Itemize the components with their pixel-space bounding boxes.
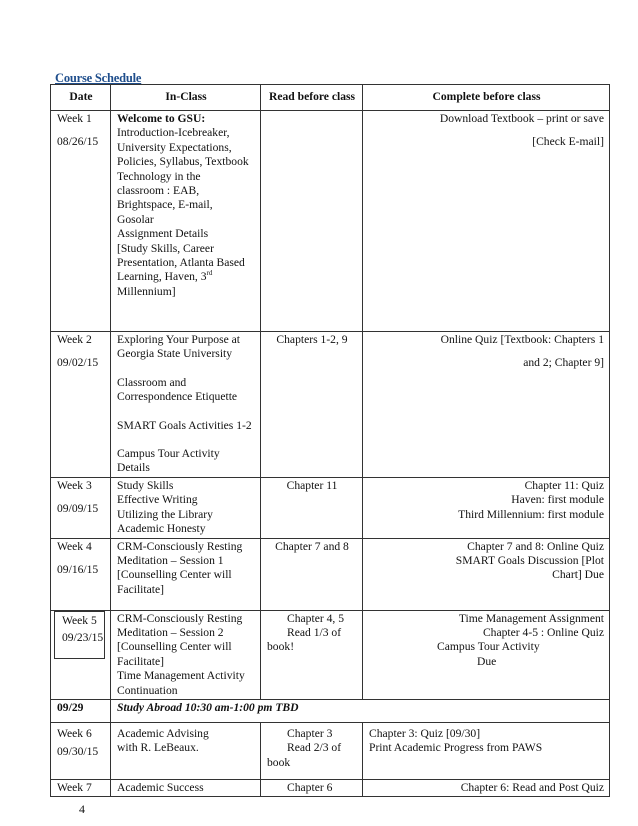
- in-class-line: Effective Writing: [117, 493, 198, 507]
- in-class-cell: [111, 111, 261, 332]
- schedule-table: [50, 84, 610, 797]
- in-class-line: CRM-Consciously Resting: [117, 611, 243, 625]
- complete-cell: [363, 780, 610, 797]
- in-class-line: Presentation, Atlanta Based: [117, 256, 245, 270]
- in-class-line: SMART Goals Activities 1-2: [117, 418, 252, 432]
- date-cell: [51, 111, 111, 332]
- complete-line: Third Millennium: first module: [458, 507, 604, 521]
- read-cell: [261, 332, 363, 478]
- complete-line: Chapter 11: Quiz: [524, 479, 604, 492]
- date-cell: [51, 332, 111, 478]
- week-label: Week 3: [57, 479, 92, 492]
- complete-line: Time Management Assignment: [458, 611, 604, 625]
- in-class-line: [Study Skills, Career: [117, 241, 214, 255]
- table-row: [51, 538, 610, 610]
- in-class-line: Academic Success: [117, 781, 204, 795]
- read-line: Chapters 1-2, 9: [276, 333, 348, 346]
- in-class-line: Classroom and: [117, 375, 187, 389]
- in-class-line: Millennium]: [117, 284, 176, 298]
- page-number: 4: [79, 802, 85, 816]
- in-class-line: Continuation: [117, 683, 178, 697]
- read-cell: [261, 780, 363, 797]
- table-row: [51, 332, 610, 478]
- in-class-line: [Counselling Center will: [117, 568, 232, 582]
- week-label: Week 7: [57, 781, 92, 795]
- complete-cell: [363, 332, 610, 478]
- table-header-row: [51, 85, 610, 111]
- in-class-line: Correspondence Etiquette: [117, 390, 238, 404]
- in-class-cell: [111, 332, 261, 478]
- in-class-line: Technology in the: [117, 169, 201, 183]
- in-class-line: classroom : EAB,: [117, 184, 200, 198]
- week-label: Week 4: [57, 539, 92, 553]
- read-line: Chapter 6: [287, 781, 333, 795]
- week-label: Week 6: [57, 727, 92, 741]
- complete-cell: [363, 111, 610, 332]
- read-line: Read 1/3 of: [287, 626, 342, 640]
- in-class-line: Policies, Syllabus, Textbook: [117, 155, 249, 169]
- complete-cell: [363, 478, 610, 539]
- date-cell: [51, 723, 111, 780]
- in-class-line: Introduction-Icebreaker,: [117, 126, 230, 140]
- in-class-line: [Counselling Center will: [117, 640, 232, 654]
- complete-line: Chapter 6: Read and Post Quiz: [460, 781, 604, 795]
- section-title: Course Schedule: [55, 71, 142, 85]
- complete-line: and 2; Chapter 9]: [523, 356, 604, 370]
- in-class-line: Brightspace, E-mail,: [117, 198, 213, 212]
- date-label: 09/09/15: [57, 502, 99, 516]
- complete-line: Chart] Due: [552, 568, 604, 582]
- in-class-title: Welcome to GSU:: [117, 112, 206, 125]
- event-date: 09/29: [51, 700, 111, 723]
- in-class-cell: [111, 538, 261, 610]
- in-class-line: Academic Advising: [117, 727, 209, 741]
- in-class-line: Campus Tour Activity: [117, 447, 220, 461]
- header-in-class: In-Class: [111, 85, 261, 111]
- complete-line: Haven: first module: [511, 493, 604, 507]
- read-line: Chapter 4, 5: [287, 611, 344, 625]
- in-class-line: Georgia State University: [117, 347, 233, 361]
- week-label: Week 5: [62, 613, 97, 627]
- table-row: [51, 111, 610, 332]
- date-box: [54, 611, 105, 659]
- table-row-event: [51, 700, 610, 723]
- in-class-line: Study Skills: [117, 479, 174, 492]
- in-class-cell: [111, 478, 261, 539]
- in-class-line: Assignment Details: [117, 227, 209, 241]
- read-line: Chapter 7 and 8: [275, 539, 349, 553]
- read-line: Chapter 11: [286, 479, 338, 492]
- in-class-line: Academic Honesty: [117, 522, 206, 536]
- header-complete: Complete before class: [363, 85, 610, 111]
- in-class-line: Utilizing the Library: [117, 507, 213, 521]
- table-row: [51, 723, 610, 780]
- complete-line: Online Quiz [Textbook: Chapters 1: [440, 333, 604, 346]
- complete-cell: [363, 723, 610, 780]
- event-text: Study Abroad 10:30 am-1:00 pm TBD: [117, 701, 299, 715]
- in-class-line: Facilitate]: [117, 582, 164, 596]
- in-class-cell: [111, 723, 261, 780]
- in-class-line: with R. LeBeaux.: [117, 741, 199, 755]
- complete-line: Campus Tour Activity: [437, 640, 540, 654]
- in-class-line: University Expectations,: [117, 140, 232, 154]
- read-cell: [261, 538, 363, 610]
- in-class-cell: [111, 780, 261, 797]
- complete-line: SMART Goals Discussion [Plot: [455, 554, 604, 568]
- in-class-line: Time Management Activity: [117, 669, 245, 683]
- complete-line: Due: [477, 654, 497, 668]
- header-read: Read before class: [261, 85, 363, 111]
- table-row: [51, 610, 610, 699]
- read-line: Read 2/3 of: [287, 741, 342, 755]
- complete-line: Chapter 3: Quiz [09/30]: [369, 727, 481, 741]
- date-label: 09/30/15: [57, 745, 99, 759]
- read-cell: [261, 111, 363, 332]
- date-label: 09/16/15: [57, 563, 99, 577]
- in-class-line: Gosolar: [117, 212, 154, 226]
- read-cell: [261, 723, 363, 780]
- in-class-cell: [111, 610, 261, 699]
- in-class-line: Meditation – Session 2: [117, 626, 224, 640]
- complete-line: Chapter 4-5 : Online Quiz: [482, 626, 604, 640]
- complete-cell: [363, 610, 610, 699]
- table-row: [51, 780, 610, 797]
- complete-line: Chapter 7 and 8: Online Quiz: [467, 539, 604, 553]
- read-line: book: [267, 755, 291, 769]
- date-label: 09/23/15: [62, 631, 104, 645]
- header-date: Date: [51, 85, 111, 111]
- complete-line: Print Academic Progress from PAWS: [369, 741, 543, 755]
- in-class-line: CRM-Consciously Resting: [117, 539, 243, 553]
- read-cell: [261, 610, 363, 699]
- event-cell: [111, 700, 610, 723]
- in-class-line: Exploring Your Purpose at: [117, 333, 241, 346]
- superscript: rd: [206, 269, 213, 278]
- read-line: book!: [267, 640, 295, 654]
- week-label: Week 2: [57, 333, 92, 346]
- date-cell: [51, 780, 111, 797]
- read-cell: [261, 478, 363, 539]
- in-class-line: Learning, Haven, 3rd: [117, 269, 213, 284]
- week-label: Week 1: [57, 112, 92, 125]
- date-label: 08/26/15: [57, 135, 99, 149]
- table-row: [51, 478, 610, 539]
- complete-line: [Check E-mail]: [532, 135, 604, 149]
- in-class-line: Facilitate]: [117, 654, 164, 668]
- date-cell: [51, 538, 111, 610]
- read-line: Chapter 3: [287, 727, 333, 741]
- date-cell: [51, 478, 111, 539]
- date-label: 09/02/15: [57, 356, 99, 370]
- in-class-line: Meditation – Session 1: [117, 554, 224, 568]
- in-class-line: Details: [117, 461, 150, 475]
- date-cell: [51, 610, 111, 699]
- complete-line: Download Textbook – print or save: [439, 112, 604, 125]
- complete-cell: [363, 538, 610, 610]
